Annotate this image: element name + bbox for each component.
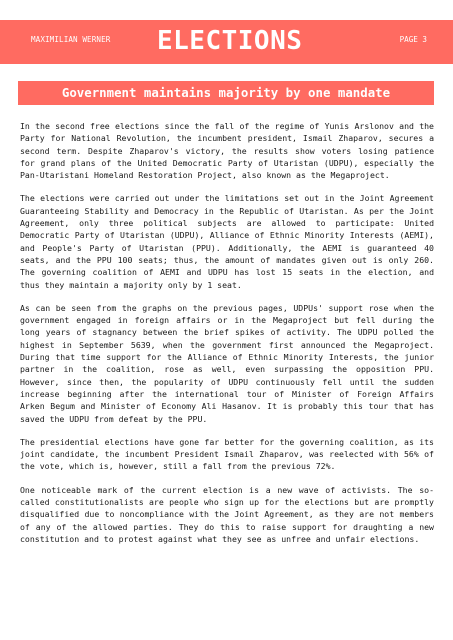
article-body <box>20 120 434 556</box>
article-headline: Government maintains majority by one mandate <box>61 85 391 100</box>
article-paragraph: In the second free elections since the fall of the regime of Yunis Arslonov and the Party for National Revolution, the incumbent president, Ismail Zhaparov, secures a second term. Despite Zhaparov's victory, the results show voters losing patience for grand plans of the United Democratic Party of Utaristan (UDPU), especially the Pan-Utaristani Homeland Restoration Project, also known as the Megaproject. <box>20 121 434 181</box>
page-title: ELECTIONS <box>157 26 303 56</box>
header-bar <box>0 20 453 64</box>
author-name: MAXIMILIAN WERNER <box>31 35 111 44</box>
article-paragraph: The elections were carried out under the limitations set out in the Joint Agreement Guaranteeing Stability and Democracy in the Republic of Utaristan. As per the Joint Agreement, only three political subjects are allowed to participate: United Democratic Party of Utaristan (UDPU), Alliance of Ethnic Minority Interests (AEMI), and People's Party of Utaristan (PPU). Additionally, the AEMI is guaranteed 40 seats, and the PPU 100 seats; thus, the amount of mandates given out is only 260. The governing coalition of AEMI and UDPU has lost 15 seats in the election, and thus they maintain a majority only by 1 seat. <box>20 193 434 290</box>
page-number: PAGE 3 <box>399 35 427 44</box>
headline-banner <box>18 81 434 105</box>
article-paragraph: As can be seen from the graphs on the previous pages, UDPUs' support rose when the government engaged in foreign affairs or in the Megaproject but fell during the long years of stagnancy between the brief spikes of activity. The UDPU polled the highest in September 5639, when the government first announced the Megaproject. During that time support for the Alliance of Ethnic Minority Interests, the junior partner in the coalition, rose as well, even surpassing the opposition PPU. However, since then, the popularity of UDPU continuously fell until the sudden increase beginning after the international tour of Minister of Foreign Affairs Arken Begum and Minister of Economy Ali Hasanov. It is probably this tour that has saved the UDPU from defeat by the PPU. <box>20 302 434 424</box>
article-paragraph: The presidential elections have gone far better for the governing coalition, as its joint candidate, the incumbent President Ismail Zhaparov, was reelected with 56% of the vote, which is, however, still a fall from the previous 72%. <box>20 436 434 472</box>
article-paragraph: One noticeable mark of the current election is a new wave of activists. The so-called constitutionalists are people who sign up for the elections but are promptly disqualified due to noncompliance with the Joint Agreement, as they are not members of any of the allowed parties. They do this to raise support for draughting a new constitution and to protest against what they see as unfree and unfair elections. <box>20 484 434 544</box>
